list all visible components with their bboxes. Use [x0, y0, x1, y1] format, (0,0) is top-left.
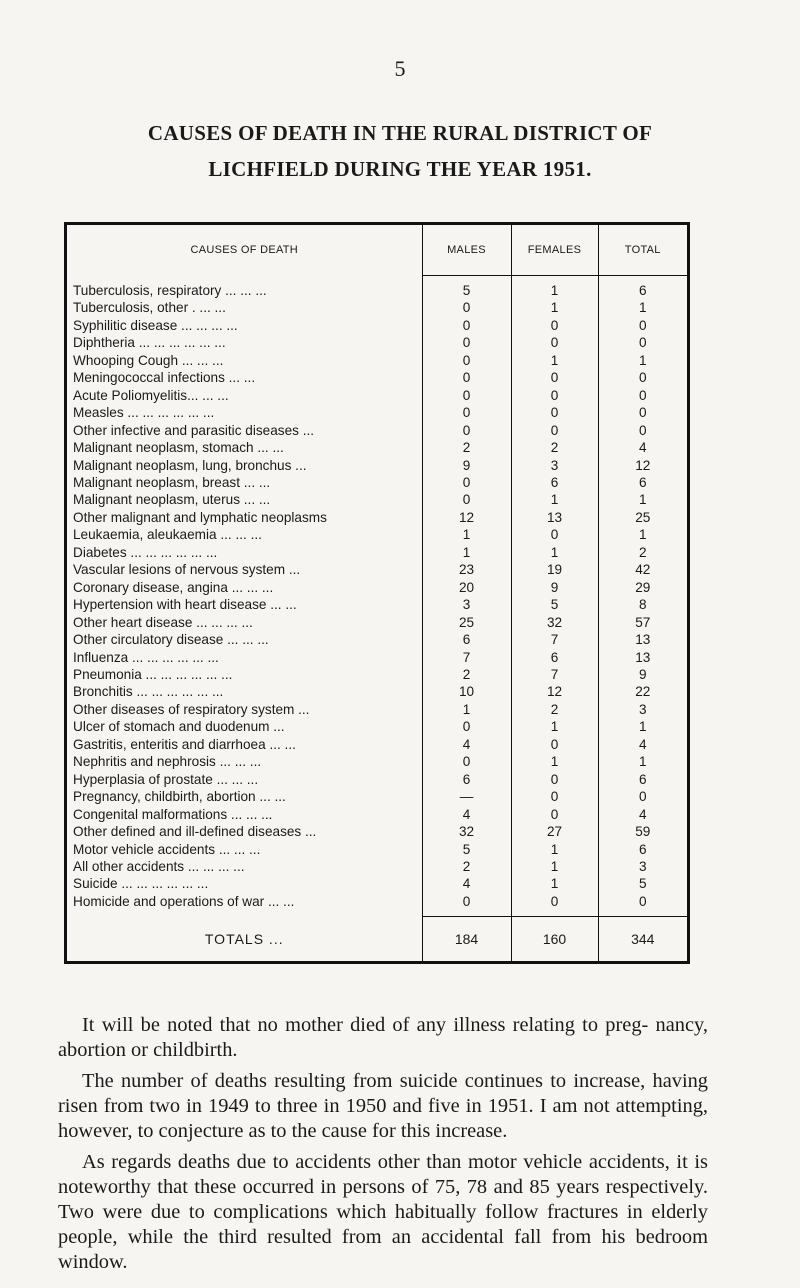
- table-row: [67, 788, 687, 805]
- males-cell: 3: [422, 596, 511, 613]
- males-cell: 1: [422, 526, 511, 543]
- total-cell: 13: [598, 649, 687, 666]
- males-cell: —: [422, 788, 511, 805]
- table-row: [67, 334, 687, 351]
- males-cell: 32: [422, 823, 511, 840]
- table-row: [67, 561, 687, 578]
- total-cell: 1: [598, 491, 687, 508]
- cause-cell: Coronary disease, angina ... ... ...: [73, 579, 274, 595]
- males-cell: 10: [422, 683, 511, 700]
- total-cell: 4: [598, 439, 687, 456]
- table-row: [67, 439, 687, 456]
- cause-cell: Tuberculosis, respiratory ... ... ...: [73, 283, 267, 298]
- males-cell: 5: [422, 841, 511, 858]
- males-cell: 0: [422, 387, 511, 404]
- paragraph: The number of deaths resulting from suicide continues to increase, having risen from two in 1949 to three in 1950 and five in 1951. I am not attempting, however, to conjecture as to the cause for this increase.: [58, 1070, 708, 1142]
- page-title: [60, 115, 740, 187]
- paragraph: As regards deaths due to accidents other than motor vehicle accidents, it is noteworthy that these occurred in persons of 75, 78 and 85 years respectively. Two were due to complications which habitually follow fractures in elderly people, while the third resulted from an accidental fall from his bedroom window.: [58, 1151, 708, 1273]
- total-cell: 5: [598, 875, 687, 892]
- cause-cell: Other heart disease ... ... ... ...: [73, 614, 253, 630]
- cause-cell: Whooping Cough ... ... ...: [73, 352, 224, 368]
- table-body: [67, 276, 687, 962]
- total-cell: 42: [598, 561, 687, 578]
- cause-cell: Suicide ... ... ... ... ... ...: [73, 876, 209, 892]
- males-cell: 6: [422, 631, 511, 648]
- total-cell: 6: [598, 771, 687, 788]
- total-cell: 0: [598, 334, 687, 351]
- total-cell: 29: [598, 579, 687, 596]
- females-cell: 32: [511, 614, 598, 631]
- total-cell: 3: [598, 701, 687, 718]
- cause-cell: Hyperplasia of prostate ... ... ...: [73, 771, 259, 787]
- table-row: [67, 474, 687, 491]
- totals-females: 160: [511, 917, 598, 961]
- table-row: [67, 491, 687, 508]
- total-cell: 0: [598, 788, 687, 805]
- page-title-line-1: CAUSES OF DEATH IN THE RURAL DISTRICT OF: [147, 121, 653, 145]
- table-row: [67, 841, 687, 858]
- females-cell: 1: [511, 299, 598, 316]
- page-title-line-2: LICHFIELD DURING THE YEAR 1951.: [208, 157, 592, 181]
- females-cell: 1: [511, 544, 598, 561]
- total-cell: 3: [598, 858, 687, 875]
- females-cell: 0: [511, 387, 598, 404]
- females-cell: 1: [511, 491, 598, 508]
- females-cell: 0: [511, 893, 598, 910]
- header-females: FEMALES: [511, 225, 598, 276]
- table-row: [67, 596, 687, 613]
- males-cell: 6: [422, 771, 511, 788]
- total-cell: 0: [598, 422, 687, 439]
- cause-cell: Nephritis and nephrosis ... ... ...: [73, 754, 262, 770]
- females-cell: 5: [511, 596, 598, 613]
- males-cell: 4: [422, 875, 511, 892]
- cause-cell: All other accidents ... ... ... ...: [73, 858, 245, 874]
- males-cell: 0: [422, 352, 511, 369]
- males-cell: 12: [422, 509, 511, 526]
- females-cell: 2: [511, 701, 598, 718]
- page-number: 5: [394, 56, 406, 81]
- males-cell: 23: [422, 561, 511, 578]
- table-row: [67, 457, 687, 474]
- cause-cell: Measles ... ... ... ... ... ...: [73, 405, 215, 421]
- total-cell: 0: [598, 893, 687, 910]
- table-row: [67, 736, 687, 753]
- total-cell: 8: [598, 596, 687, 613]
- males-cell: 0: [422, 404, 511, 421]
- table-row: [67, 893, 687, 910]
- females-cell: 13: [511, 509, 598, 526]
- total-cell: 1: [598, 299, 687, 316]
- table-row: [67, 631, 687, 648]
- table-row: [67, 579, 687, 596]
- females-cell: 6: [511, 474, 598, 491]
- totals-males: 184: [422, 917, 511, 961]
- males-cell: 0: [422, 474, 511, 491]
- table-row: [67, 823, 687, 840]
- table-row: [67, 701, 687, 718]
- totals-total: 344: [598, 917, 687, 961]
- females-cell: 0: [511, 788, 598, 805]
- table-row: [67, 753, 687, 770]
- paragraph: It will be noted that no mother died of any illness relating to preg- nancy, abortion or childbirth.: [58, 1014, 708, 1061]
- females-cell: 0: [511, 771, 598, 788]
- table-row: [67, 317, 687, 334]
- females-cell: 0: [511, 806, 598, 823]
- cause-cell: Pregnancy, childbirth, abortion ... ...: [73, 789, 286, 805]
- total-cell: 6: [598, 282, 687, 299]
- total-cell: 12: [598, 457, 687, 474]
- cause-cell: Gastritis, enteritis and diarrhoea ... ...: [73, 736, 296, 752]
- total-cell: 0: [598, 369, 687, 386]
- cause-cell: Vascular lesions of nervous system ...: [73, 562, 301, 578]
- causes-of-death-table: [64, 222, 690, 964]
- total-cell: 57: [598, 614, 687, 631]
- females-cell: 0: [511, 404, 598, 421]
- totals-label: TOTALS ...: [204, 931, 284, 948]
- table-row: [67, 299, 687, 316]
- table-row: [67, 422, 687, 439]
- cause-cell: Malignant neoplasm, breast ... ...: [73, 474, 271, 490]
- cause-cell: Tuberculosis, other . ... ...: [73, 300, 226, 316]
- table-row: [67, 526, 687, 543]
- commentary: [58, 1013, 708, 1281]
- table-row: [67, 666, 687, 683]
- cause-cell: Other malignant and lymphatic neoplasms: [73, 509, 327, 525]
- females-cell: 1: [511, 841, 598, 858]
- cause-cell: Other diseases of respiratory system ...: [73, 701, 310, 717]
- table-row: [67, 387, 687, 404]
- females-cell: 9: [511, 579, 598, 596]
- cause-cell: Acute Poliomyelitis... ... ...: [73, 387, 229, 403]
- total-cell: 2: [598, 544, 687, 561]
- total-cell: 9: [598, 666, 687, 683]
- males-cell: 0: [422, 893, 511, 910]
- females-cell: 0: [511, 422, 598, 439]
- cause-cell: Hypertension with heart disease ... ...: [73, 597, 297, 613]
- table-row: [67, 614, 687, 631]
- males-cell: 2: [422, 666, 511, 683]
- males-cell: 9: [422, 457, 511, 474]
- cause-cell: Congenital malformations ... ... ...: [73, 806, 273, 822]
- table-row: [67, 649, 687, 666]
- total-cell: 4: [598, 736, 687, 753]
- totals-row: [67, 917, 687, 961]
- table-row: [67, 858, 687, 875]
- males-cell: 2: [422, 858, 511, 875]
- females-cell: 1: [511, 718, 598, 735]
- table-row: [67, 718, 687, 735]
- males-cell: 4: [422, 806, 511, 823]
- females-cell: 6: [511, 649, 598, 666]
- total-cell: 6: [598, 474, 687, 491]
- cause-cell: Syphilitic disease ... ... ... ...: [73, 317, 238, 333]
- total-cell: 4: [598, 806, 687, 823]
- table-row: [67, 352, 687, 369]
- females-cell: 1: [511, 352, 598, 369]
- males-cell: 0: [422, 491, 511, 508]
- table-row: [67, 369, 687, 386]
- females-cell: 0: [511, 317, 598, 334]
- females-cell: 0: [511, 369, 598, 386]
- males-cell: 1: [422, 544, 511, 561]
- total-cell: 13: [598, 631, 687, 648]
- cause-cell: Meningococcal infections ... ...: [73, 370, 256, 386]
- total-cell: 59: [598, 823, 687, 840]
- cause-cell: Leukaemia, aleukaemia ... ... ...: [73, 527, 262, 543]
- cause-cell: Malignant neoplasm, uterus ... ...: [73, 492, 271, 508]
- table-row: [67, 771, 687, 788]
- header-causes: CAUSES OF DEATH: [190, 244, 299, 257]
- total-cell: 1: [598, 718, 687, 735]
- females-cell: 1: [511, 753, 598, 770]
- total-cell: 0: [598, 317, 687, 334]
- males-cell: 0: [422, 334, 511, 351]
- table-row: [67, 404, 687, 421]
- cause-cell: Diabetes ... ... ... ... ... ...: [73, 544, 218, 560]
- females-cell: 2: [511, 439, 598, 456]
- females-cell: 1: [511, 875, 598, 892]
- total-cell: 1: [598, 352, 687, 369]
- table-row: [67, 875, 687, 892]
- table-row: [67, 544, 687, 561]
- males-cell: 1: [422, 701, 511, 718]
- females-cell: 7: [511, 631, 598, 648]
- cause-cell: Diphtheria ... ... ... ... ... ...: [73, 335, 226, 351]
- males-cell: 7: [422, 649, 511, 666]
- header-males: MALES: [422, 225, 511, 276]
- table-row: [67, 683, 687, 700]
- males-cell: 4: [422, 736, 511, 753]
- males-cell: 0: [422, 317, 511, 334]
- total-cell: 1: [598, 753, 687, 770]
- total-cell: 25: [598, 509, 687, 526]
- cause-cell: Other circulatory disease ... ... ...: [73, 632, 269, 648]
- total-cell: 0: [598, 387, 687, 404]
- females-cell: 7: [511, 666, 598, 683]
- cause-cell: Ulcer of stomach and duodenum ...: [73, 719, 285, 735]
- cause-cell: Malignant neoplasm, stomach ... ...: [73, 440, 284, 456]
- males-cell: 0: [422, 299, 511, 316]
- cause-cell: Other defined and ill-defined diseases ...: [73, 824, 317, 840]
- header-total: TOTAL: [598, 225, 687, 276]
- females-cell: 0: [511, 526, 598, 543]
- cause-cell: Motor vehicle accidents ... ... ...: [73, 841, 261, 857]
- males-cell: 0: [422, 369, 511, 386]
- cause-cell: Bronchitis ... ... ... ... ... ...: [73, 684, 224, 700]
- females-cell: 27: [511, 823, 598, 840]
- table-row: [67, 806, 687, 823]
- females-cell: 19: [511, 561, 598, 578]
- females-cell: 1: [511, 858, 598, 875]
- table-row: [67, 509, 687, 526]
- females-cell: 1: [511, 282, 598, 299]
- males-cell: 20: [422, 579, 511, 596]
- cause-cell: Influenza ... ... ... ... ... ...: [73, 649, 219, 665]
- males-cell: 25: [422, 614, 511, 631]
- males-cell: 0: [422, 718, 511, 735]
- males-cell: 0: [422, 422, 511, 439]
- females-cell: 0: [511, 736, 598, 753]
- females-cell: 3: [511, 457, 598, 474]
- cause-cell: Other infective and parasitic diseases ...: [73, 422, 315, 438]
- males-cell: 2: [422, 439, 511, 456]
- total-cell: 0: [598, 404, 687, 421]
- table-row: [67, 282, 687, 299]
- total-cell: 1: [598, 526, 687, 543]
- females-cell: 0: [511, 334, 598, 351]
- females-cell: 12: [511, 683, 598, 700]
- males-cell: 0: [422, 753, 511, 770]
- cause-cell: Pneumonia ... ... ... ... ... ...: [73, 666, 233, 682]
- total-cell: 6: [598, 841, 687, 858]
- cause-cell: Malignant neoplasm, lung, bronchus ...: [73, 457, 307, 473]
- cause-cell: Homicide and operations of war ... ...: [73, 893, 295, 909]
- males-cell: 5: [422, 282, 511, 299]
- total-cell: 22: [598, 683, 687, 700]
